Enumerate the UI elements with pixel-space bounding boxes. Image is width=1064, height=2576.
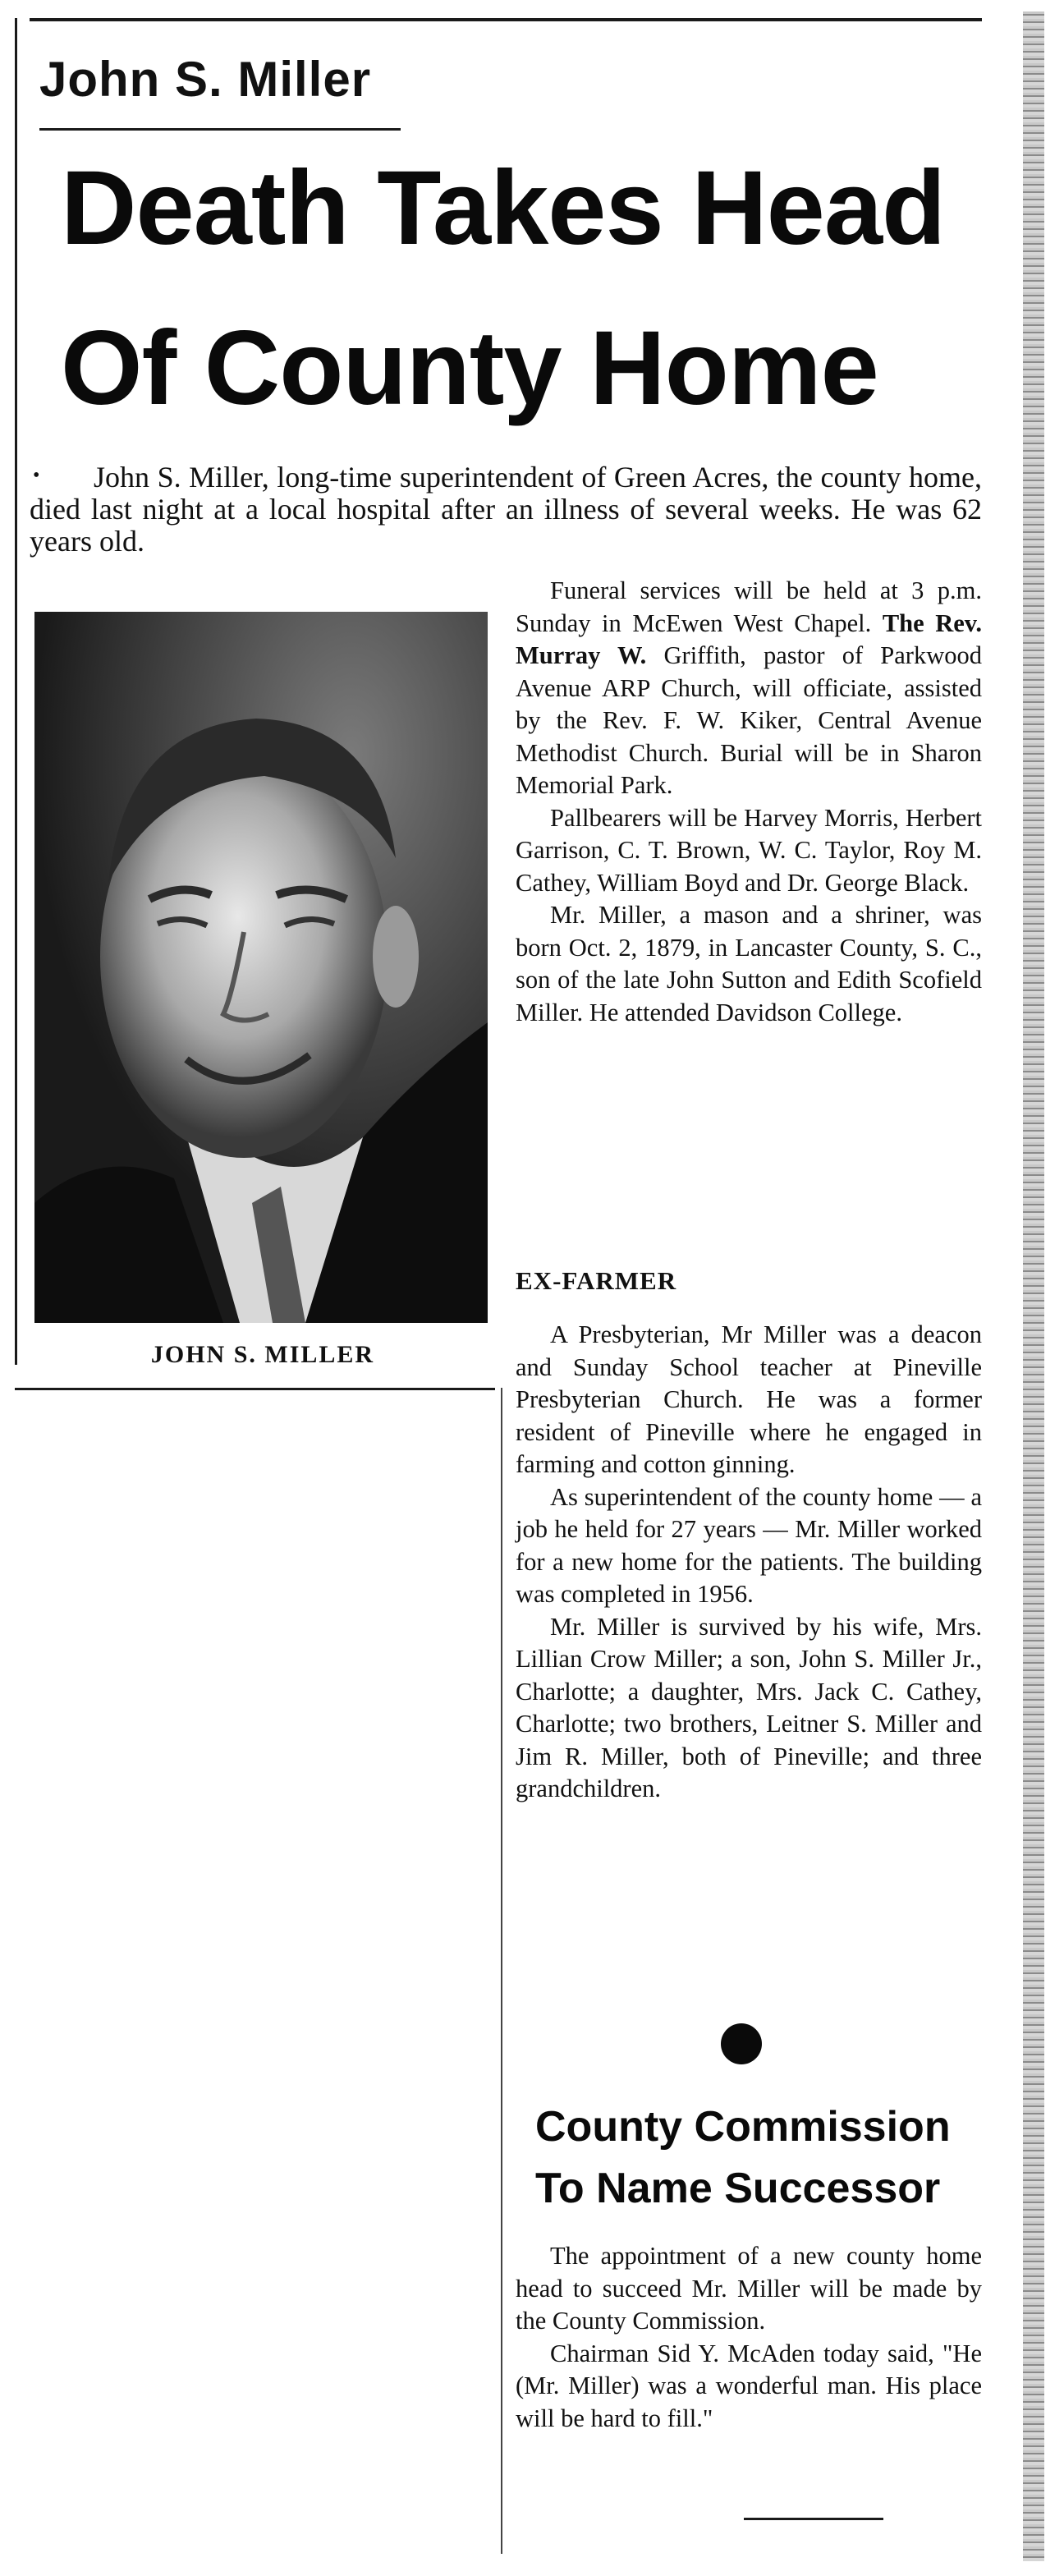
photo-section-bottom-rule [15,1388,495,1390]
paragraph-presbyterian: A Presbyterian, Mr Miller was a deacon and Sunday School teacher at Pineville Presbyterian Church. He was a former resident of Pineville where he engaged in farming and cotton ginning. [516,1320,982,1478]
sidebar-headline-line-1: County Commission [535,2103,951,2151]
top-rule [30,18,982,21]
headline-line-1: Death Takes Head [61,149,946,267]
sidebar-headline-line-2: To Name Successor [535,2165,941,2212]
scanned-page-edge [1023,11,1044,2561]
story-end-rule [744,2518,883,2520]
portrait-photo [34,612,488,1323]
portrait-illustration [34,612,488,1323]
paragraph-survivors: Mr. Miller is survived by his wife, Mrs. Lillian Crow Miller; a son, John S. Miller Jr., Charlotte; a daughter, Mrs. Jack C. Cathey, Charlotte; two brothers, Leitner S. Miller and Jim R. Miller, both of Pineville; and three grandchildren. [516,1612,982,1802]
article-kicker: John S. Miller [39,52,372,107]
kicker-underline [39,128,401,131]
lead-paragraph: John S. Miller, long-time superintendent of Green Acres, the county home, died last night at a local hospital after an illness of several weeks. He was 62 years old. [30,461,982,558]
column-divider-rule [501,1388,502,2554]
funeral-text-officiant: The Rev. Murray W. [516,608,982,669]
paragraph-funeral [516,575,982,802]
funeral-text-a: Funeral services will be held at 3 p.m. Sunday in McEwen West Chapel. [516,576,982,637]
paragraph-pallbearers: Pallbearers will be Harvey Morris, Herbert Garrison, C. T. Brown, W. C. Taylor, Roy M. Cathey, William Boyd and Dr. George Black. [516,803,982,897]
separator-dot [721,2023,762,2064]
funeral-text-c: Griffith, pastor of Parkwood Avenue ARP Church, will officiate, assisted by the Rev. F. W. Kiker, Central Avenue Methodist Church. Burial will be in Sharon Memorial Park. [516,641,982,799]
paragraph-superintendent: As superintendent of the county home — a job he held for 27 years — Mr. Miller worked for a new home for the patients. The building was completed in 1956. [516,1482,982,1608]
section-subhead: EX-FARMER [516,1266,677,1295]
column-section-services [516,575,982,1029]
photo-caption: JOHN S. MILLER [150,1341,375,1368]
sidebar-story-body [516,2240,982,2435]
paragraph-biography: Mr. Miller, a mason and a shriner, was born Oct. 2, 1879, in Lancaster County, S. C., son of the late John Sutton and Edith Scofield Miller. He attended Davidson College. [516,901,982,1026]
lead-bullet: • [33,465,40,486]
left-rule [15,18,17,1365]
paragraph-quote: Chairman Sid Y. McAden today said, "He (Mr. Miller) was a wonderful man. His place will be hard to fill." [516,2339,982,2432]
headline-line-2: Of County Home [61,310,878,427]
column-section-farmer [516,1319,982,1806]
paragraph-appointment: The appointment of a new county home head to succeed Mr. Miller will be made by the County Commission. [516,2242,982,2335]
